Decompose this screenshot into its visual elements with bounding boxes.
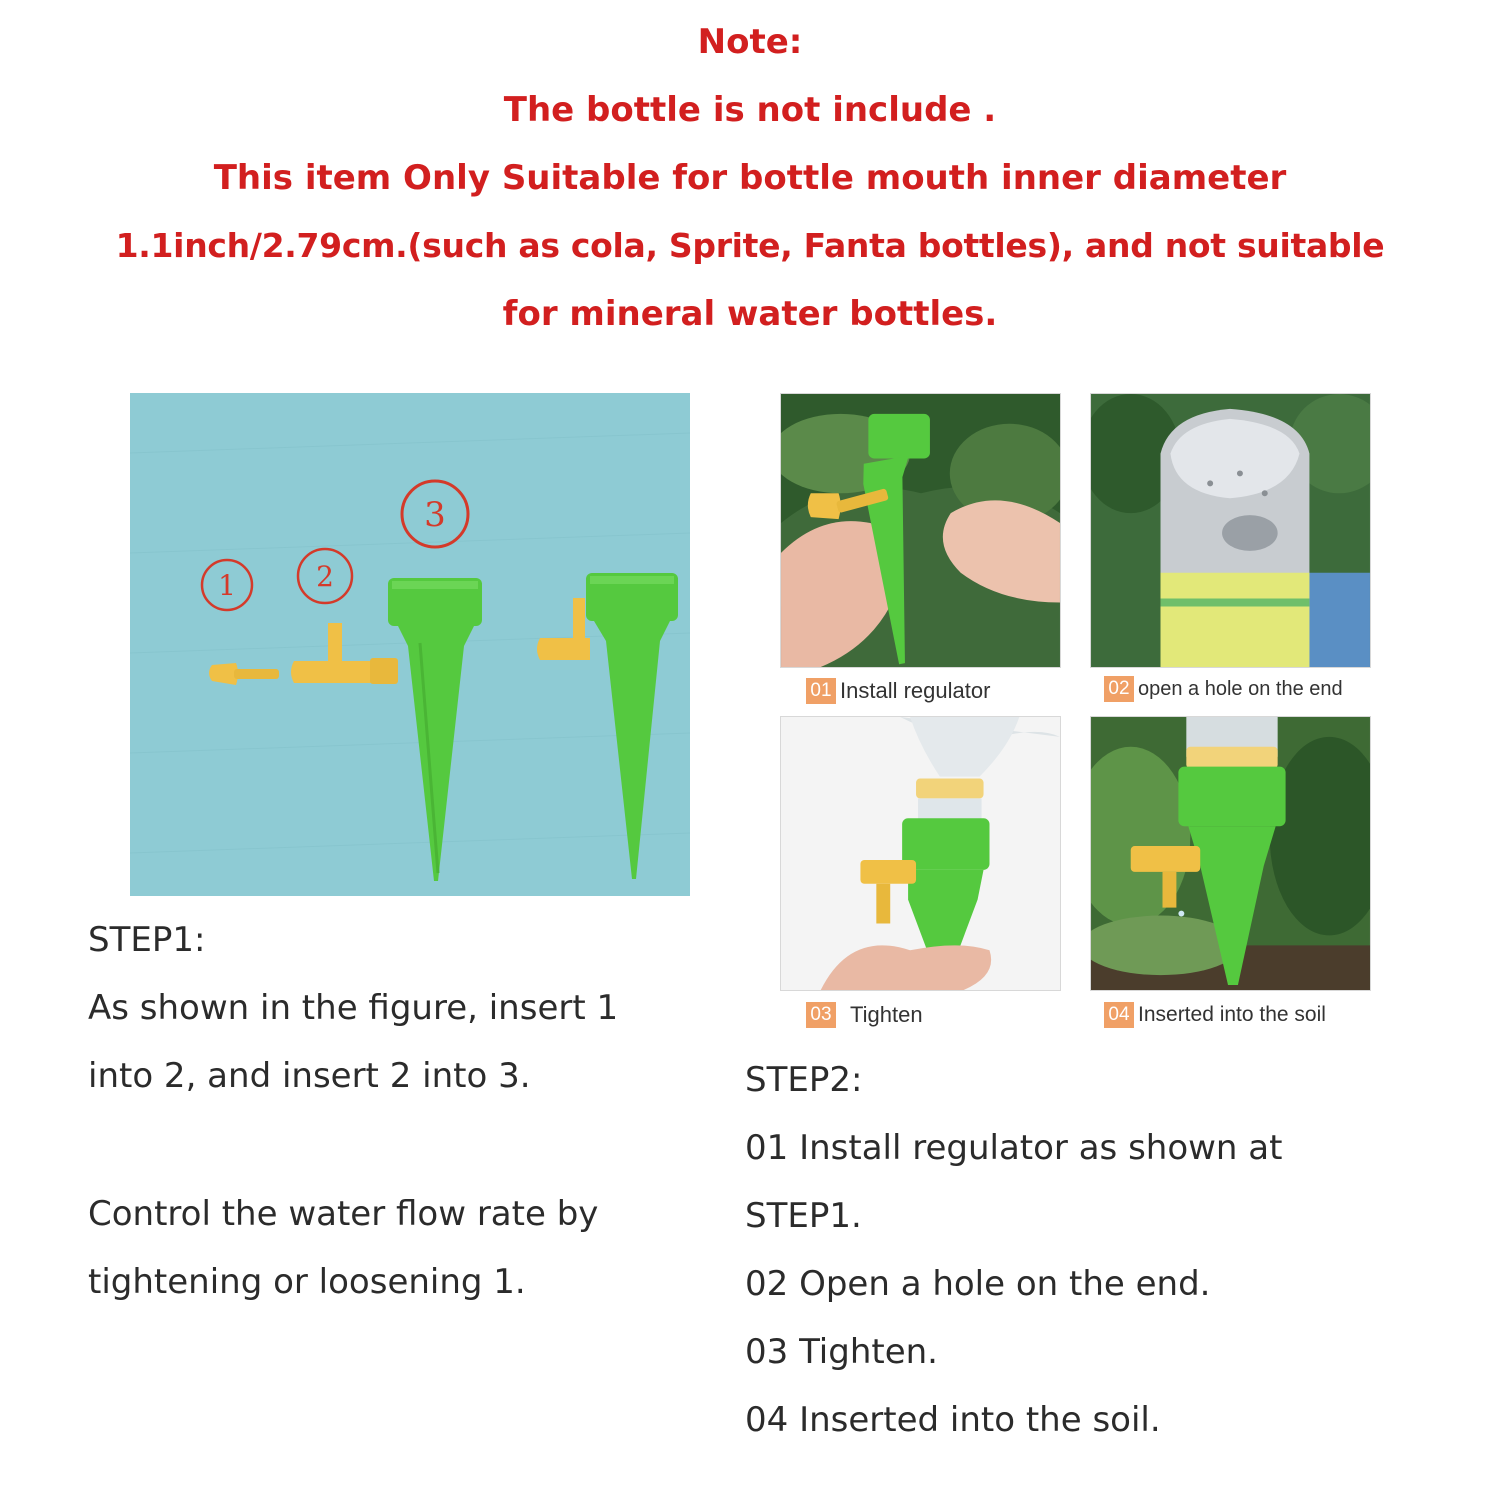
- photo-insert-soil: [1090, 716, 1371, 991]
- step1-line-2: into 2, and insert 2 into 3.: [88, 1056, 531, 1096]
- step2-line-5: 04 Inserted into the soil.: [745, 1400, 1161, 1440]
- caption-number: 02: [1104, 676, 1134, 702]
- step2-text: [745, 1046, 1282, 1454]
- step1-line-3: Control the water flow rate by: [88, 1194, 599, 1234]
- photo-open-hole: [1090, 393, 1371, 668]
- photo-tighten: [780, 716, 1061, 991]
- note-line-2: This item Only Suitable for bottle mouth inner diameter: [213, 158, 1287, 198]
- caption-tighten: [806, 1002, 923, 1028]
- step2-line-1: 01 Install regulator as shown at: [745, 1128, 1283, 1168]
- note-block: [0, 8, 1500, 348]
- caption-number: 03: [806, 1002, 836, 1028]
- caption-insert-soil: [1104, 1002, 1326, 1028]
- note-line-3: 1.1inch/2.79cm.(such as cola, Sprite, Fanta bottles), and not suitable: [115, 226, 1385, 265]
- caption-text: Install regulator: [840, 678, 991, 703]
- svg-text:3: 3: [424, 495, 446, 535]
- caption-text: open a hole on the end: [1138, 677, 1343, 700]
- caption-number: 01: [806, 678, 836, 704]
- photo-install-regulator: [780, 393, 1061, 668]
- svg-text:2: 2: [316, 560, 334, 593]
- svg-text:1: 1: [218, 569, 236, 602]
- caption-text: Inserted into the soil: [1138, 1003, 1326, 1026]
- note-line-4: for mineral water bottles.: [502, 294, 998, 334]
- components-illustration: [130, 393, 690, 896]
- step1-text: [88, 906, 618, 1110]
- step1-line-1: As shown in the figure, insert 1: [88, 988, 619, 1028]
- step2-heading: STEP2:: [745, 1060, 863, 1100]
- step1-line-4: tightening or loosening 1.: [88, 1262, 526, 1302]
- caption-text: Tighten: [850, 1002, 923, 1027]
- note-line-1: The bottle is not include .: [503, 90, 997, 130]
- caption-number: 04: [1104, 1002, 1134, 1028]
- step1-heading: STEP1:: [88, 920, 206, 960]
- caption-install-regulator: [806, 678, 990, 704]
- step2-line-2: STEP1.: [745, 1196, 862, 1236]
- caption-open-hole: [1104, 676, 1343, 702]
- note-title: Note:: [697, 22, 803, 62]
- step1-flow-text: [88, 1180, 598, 1316]
- step2-line-3: 02 Open a hole on the end.: [745, 1264, 1211, 1304]
- components-figure: [130, 393, 690, 896]
- step2-line-4: 03 Tighten.: [745, 1332, 938, 1372]
